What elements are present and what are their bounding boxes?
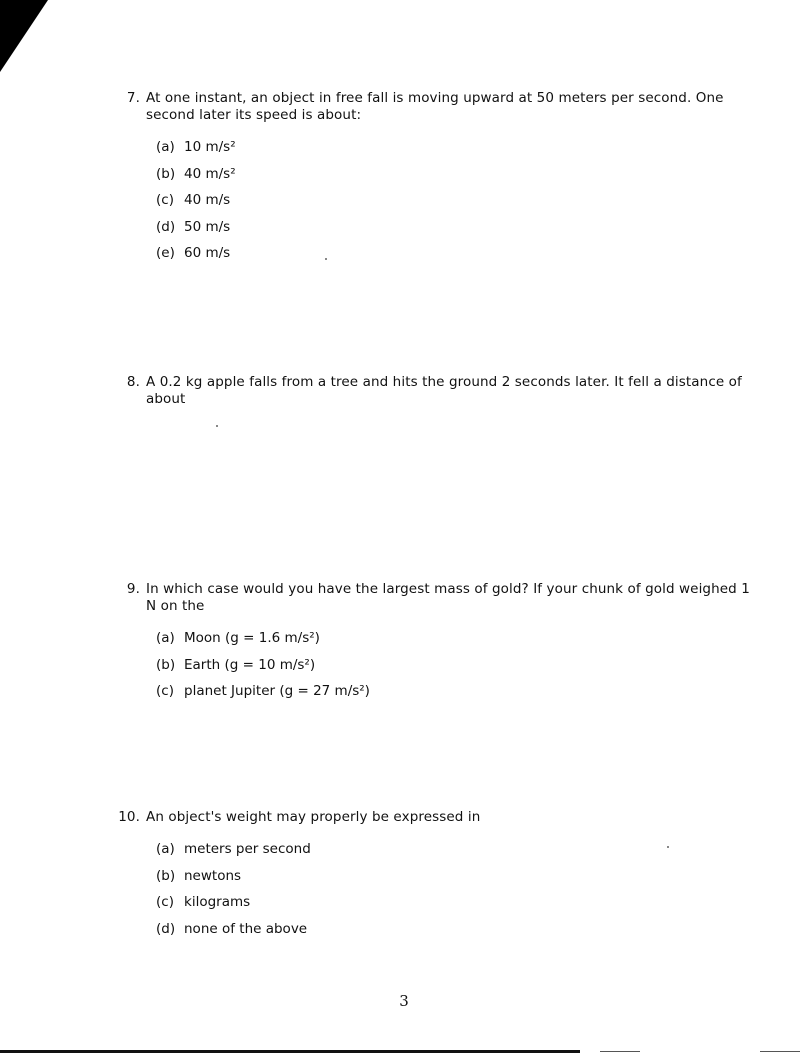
option-b [156,863,752,890]
option-letter: (a) [156,139,175,155]
question-number: 10. [118,809,140,825]
scan-speck [216,425,218,427]
question-header [112,581,752,615]
option-e [156,240,752,267]
option-text: kilograms [184,894,251,910]
option-letter: (e) [156,245,175,261]
option-c [156,187,752,214]
question-text: An object's weight may properly be expressed in [146,809,481,825]
option-text: 40 m/s² [184,165,236,182]
question-text: A 0.2 kg apple falls from a tree and hits the ground 2 seconds later. It fell a distance of about [146,374,742,407]
option-letter: (d) [156,920,176,937]
option-text: planet Jupiter (g = 27 m/s²) [184,683,370,699]
option-d [156,916,752,943]
option-b [156,652,752,679]
option-text: newtons [184,867,242,884]
scan-speck [325,258,327,260]
answer-options [112,836,752,942]
option-letter: (b) [156,867,176,884]
scan-bottom-edge [0,1050,580,1053]
question-number: 8. [126,374,140,390]
option-letter: (b) [156,165,176,182]
question-10 [112,809,752,942]
option-text: meters per second [184,841,311,857]
option-text: 40 m/s [184,192,231,208]
question-text: In which case would you have the largest mass of gold? If your chunk of gold weighed 1 N on the [146,581,750,614]
option-d [156,214,752,241]
option-letter: (c) [156,683,174,699]
option-letter: (a) [156,841,175,857]
question-7 [112,90,752,267]
question-number: 7. [126,90,140,106]
option-c [156,889,752,916]
option-text: Earth (g = 10 m/s²) [184,656,316,673]
question-header [112,374,752,408]
page-number: 3 [399,992,409,1010]
option-text: 50 m/s [184,218,231,235]
question-header [112,809,752,826]
scan-corner-mark [0,0,48,72]
option-text: 60 m/s [184,245,231,261]
question-9 [112,581,752,705]
option-a [156,625,752,652]
question-number: 9. [126,581,140,597]
scan-speck [667,846,669,848]
option-a [156,836,752,863]
option-letter: (b) [156,656,176,673]
answer-options [112,625,752,705]
option-letter: (c) [156,894,174,910]
option-a [156,134,752,161]
option-letter: (a) [156,630,175,646]
question-text: At one instant, an object in free fall is moving upward at 50 meters per second. One second later its speed is about: [146,90,724,123]
option-b [156,161,752,188]
option-text: Moon (g = 1.6 m/s²) [184,630,320,646]
option-letter: (c) [156,192,174,208]
scan-bottom-edge [760,1051,800,1052]
question-8 [112,374,752,408]
option-text: none of the above [184,920,308,937]
scan-bottom-edge [600,1051,640,1052]
question-header [112,90,752,124]
option-text: 10 m/s² [184,139,236,155]
answer-options [112,134,752,267]
option-c [156,678,752,705]
option-letter: (d) [156,218,176,235]
